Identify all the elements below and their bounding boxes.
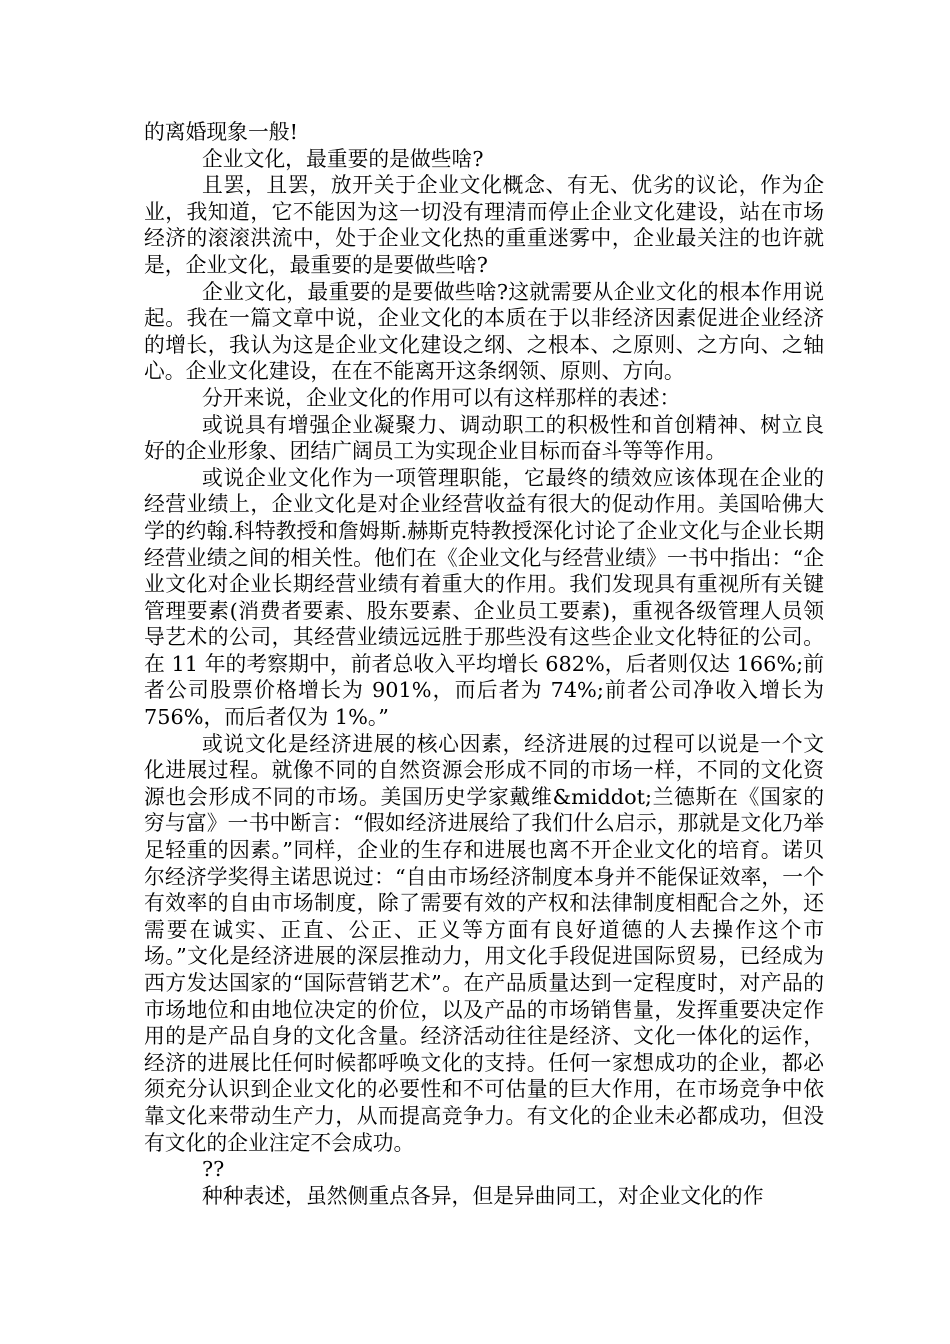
paragraph-fundamental-role: 企业文化，最重要的是要做些啥?这就需要从企业文化的根本作用说起。我在一篇文章中说，企业文化的本质在于以非经济因素促进企业经济的增长，我认为这是企业文化建设之纲、之根本、之原则、之方向、之轴心。企业文化建设，在在不能离开这条纲领、原则、方向。 — [144, 279, 824, 384]
paragraph-continuation: 的离婚现象一般! — [144, 120, 298, 144]
paragraph-expressions-lead: 分开来说，企业文化的作用可以有这样那样的表述： — [202, 385, 681, 410]
paragraph-management-function: 或说企业文化作为一项管理职能，它最终的绩效应该体现在企业的经营业绩上，企业文化是对企业经营收益有很大的促动作用。美国哈佛大学的约翰.科特教授和詹姆斯.赫斯克特教授深化讨论了企业文化与企业长期经营业绩之间的相关性。他们在《企业文化与经营业绩》一书中指出：“企业文化对企业长期经营业绩有着重大的作用。我们发现具有重视所有关键管理要素(消费者要素、股东要素、企业员工要素)，重视各级管理人员领导艺术的公司，其经营业绩远远胜于那些没有这些企业文化特征的公司。在 11 年的考察期中，前者总收入平均增长 682%，后者则仅达 166%;前者公司股票价格增长为 901%，而后者为 74%;前者公司净收入增长为 756%，而后者仅为 1%。” — [144, 465, 824, 730]
document-body — [144, 119, 824, 1209]
paragraph-ellipsis: ?? — [202, 1157, 225, 1182]
paragraph-question-heading: 企业文化，最重要的是做些啥? — [202, 146, 484, 171]
paragraph-intro: 且罢，且罢，放开关于企业文化概念、有无、优劣的议论，作为企业，我知道，它不能因为这一切没有理清而停止企业文化建设，站在市场经济的滚滚洪流中，处于企业文化热的重重迷雾中，企业最关注的也许就是，企业文化，最重要的是要做些啥? — [144, 173, 824, 277]
paragraph-cohesion: 或说具有增强企业凝聚力、调动职工的积极性和首创精神、树立良好的企业形象、团结广阔员工为实现企业目标而奋斗等等作用。 — [144, 412, 824, 464]
paragraph-summary: 种种表述，虽然侧重点各异，但是异曲同工，对企业文化的作 — [202, 1183, 764, 1208]
paragraph-economic-core: 或说文化是经济进展的核心因素，经济进展的过程可以说是一个文化进展过程。就像不同的自然资源会形成不同的市场一样，不同的文化资源也会形成不同的市场。美国历史学家戴维&middot;兰德斯在《国家的穷与富》一书中断言：“假如经济进展给了我们什么启示，那就是文化乃举足轻重的因素。”同样，企业的生存和进展也离不开企业文化的培育。诺贝尔经济学奖得主诺思说过：“自由市场经济制度本身并不能保证效率，一个有效率的自由市场制度，除了需要有效的产权和法律制度相配合之外，还需要在诚实、正直、公正、正义等方面有良好道德的人去操作这个市场。”文化是经济进展的深层推动力，用文化手段促进国际贸易，已经成为西方发达国家的“国际营销艺术”。在产品质量达到一定程度时，对产品的市场地位和由地位决定的价位，以及产品的市场销售量，发挥重要决定作用的是产品自身的文化含量。经济活动往往是经济、文化一体化的运作，经济的进展比任何时候都呼唤文化的支持。任何一家想成功的企业，都必须充分认识到企业文化的必要性和不可估量的巨大作用，在市场竞争中依靠文化来带动生产力，从而提高竞争力。有文化的企业未必都成功，但没有文化的企业注定不会成功。 — [144, 731, 824, 1155]
